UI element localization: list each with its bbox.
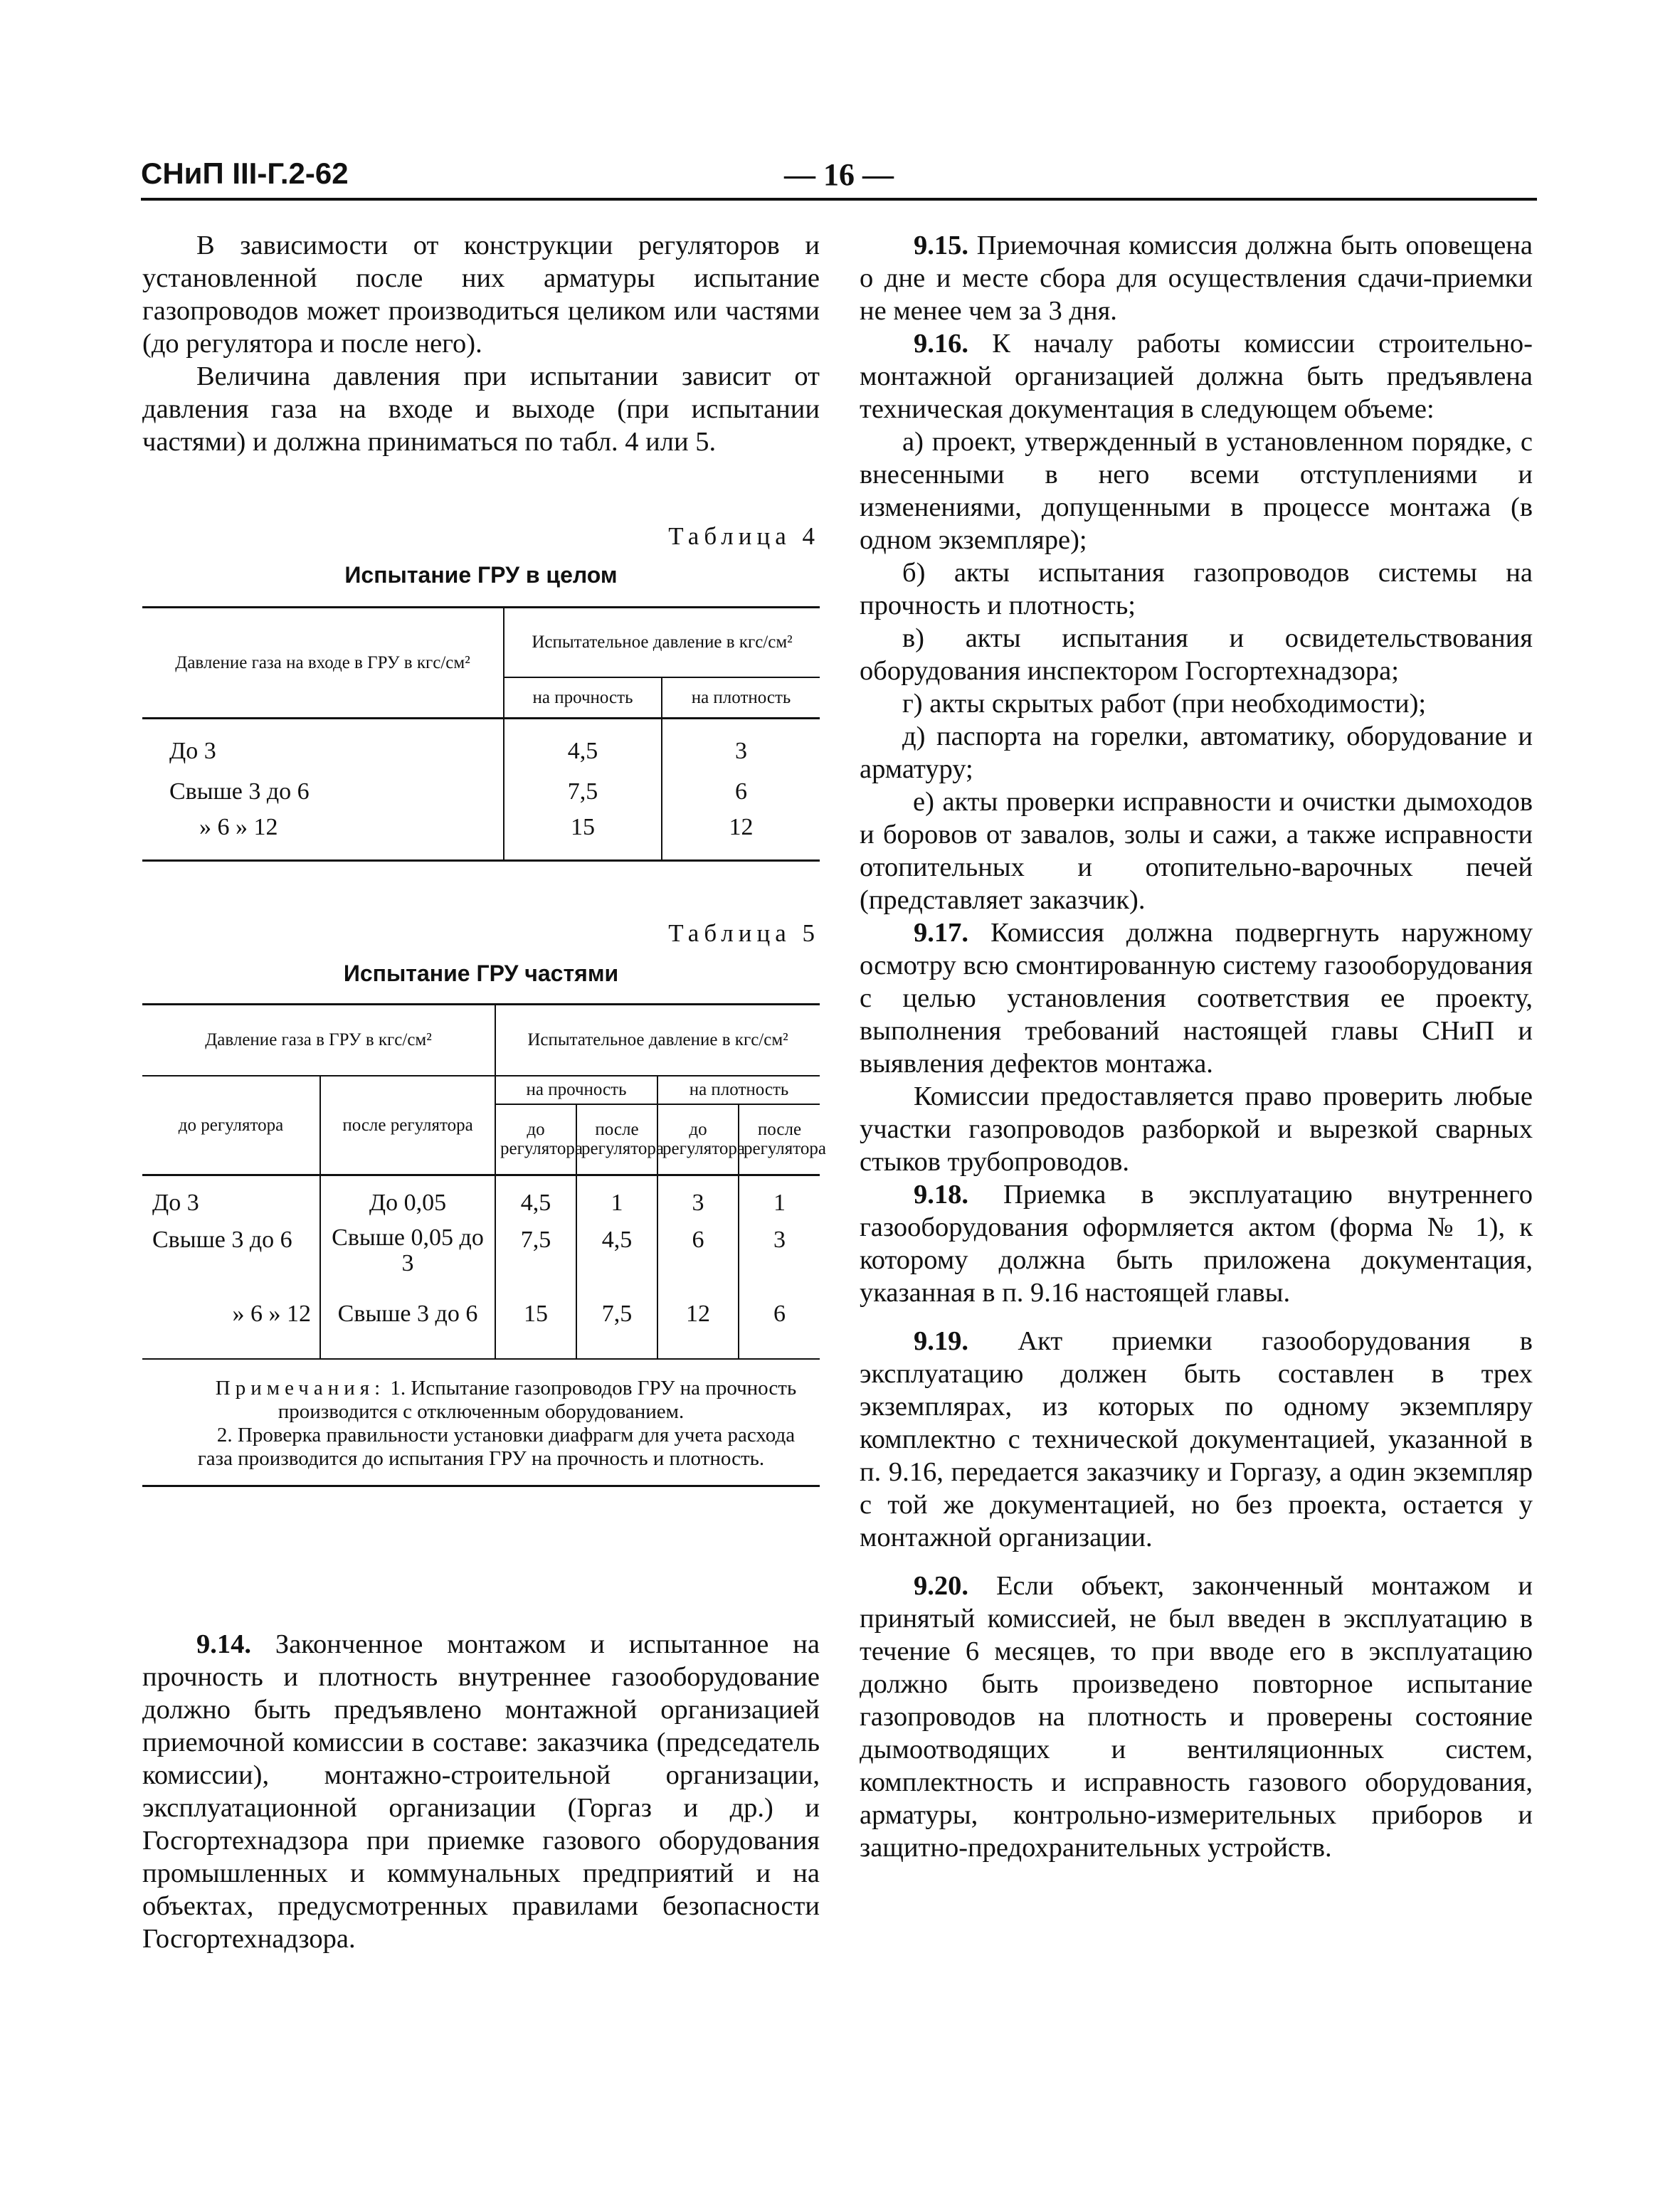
clause-number: 9.19. [914,1326,968,1356]
table-cell: 6 [657,1224,739,1298]
table-cell: » 6 » 12 [199,813,278,840]
paragraph-9-19 [860,1325,1533,1554]
table-cell: 7,5 [576,1298,657,1359]
header-rule [141,198,1537,201]
table-cell: » 6 » 12 [232,1300,311,1327]
t5-header-after-regulator: после регулятора [320,1076,495,1175]
table-cell: 6 [662,773,820,811]
table-cell: Свыше 3 до 6 [320,1298,495,1359]
t4-header-test-pressure: Испытательное давление в кгс/см² [504,608,820,677]
list-item: б) акты испытания газопроводов системы на прочность и плотность; [860,558,1533,620]
table-cell: 3 [657,1175,739,1224]
table4-caption: Испытание ГРУ в целом [344,562,618,588]
table-cell: Свыше 3 до 6 [152,1226,292,1253]
table-cell: Свыше 3 до 6 [169,778,310,805]
table5-notes [142,1359,820,1486]
clause-text: Приемочная комиссия должна быть оповещена о дне и месте сбора для осуществления сдачи-приемки не менее чем за 3 дня. [860,231,1533,326]
paragraph-9-16 [860,327,1533,425]
t5-header-before-regulator: до регулятора [142,1076,320,1175]
list-item: а) проект, утвержденный в установленном порядке, с внесенными в него всеми отступлениями и изменениями, допущенными в процессе монтажа (в одном экземпляре); [860,427,1533,555]
list-item: д) паспорта на горелки, автоматику, оборудование и арматуру; [860,721,1533,784]
paragraph-9-17-b: Комиссии предоставляется право проверить любые участки газопроводов разборкой и вырезкой сварных стыков трубопроводов. [860,1081,1533,1177]
clause-number: 9.15. [914,231,968,260]
table4 [142,606,820,862]
table4-label: Таблица 4 [668,522,820,550]
list-item: г) акты скрытых работ (при необходимости); [902,689,1427,719]
clause-number: 9.18. [914,1180,968,1210]
clause-number: 9.16. [914,329,968,359]
table-cell: До 3 [169,738,216,765]
t5-header-strength: на прочность [495,1076,657,1104]
table5 [142,1003,826,1487]
table-cell: 3 [739,1224,820,1298]
t5-sub-strength-after: после регулятора [576,1104,657,1175]
clause-text: К началу работы комиссии строительно-монтажной организацией должна быть предъявлена техническая документация в следующем объеме: [860,329,1533,424]
table-cell: До 0,05 [320,1175,495,1224]
table-cell: 4,5 [576,1224,657,1298]
table-cell: Свыше 0,05 до 3 [320,1224,495,1298]
table5-caption: Испытание ГРУ частями [343,961,619,986]
notes-title: Примечания: [215,1376,386,1400]
table-cell: 1 [576,1175,657,1224]
table-cell: 4,5 [504,719,662,773]
note-2: 2. Проверка правильности установки диафрагм для учета расхода газа производится до испытания ГРУ на прочность и плотность. [197,1423,796,1470]
paragraph-9-14 [142,1628,820,1955]
list-item: в) акты испытания и освидетельствования оборудования инспектором Госгортехнадзора; [860,623,1533,686]
t5-sub-density-after: после регулятора [739,1104,820,1175]
paragraph-9-15 [860,229,1533,327]
table-cell: 4,5 [495,1175,576,1224]
paragraph-9-17 [860,916,1533,1080]
table-cell: 3 [662,719,820,773]
table-cell: 7,5 [495,1224,576,1298]
clause-number: 9.14. [196,1629,251,1659]
t5-sub-density-before: до регулятора [657,1104,739,1175]
right-column [860,229,1533,1864]
t5-sub-strength-before: до регулятора [495,1104,576,1175]
table-cell: До 3 [152,1190,199,1217]
t4-subheader-density: на плотность [662,677,820,719]
t5-header-density: на плотность [657,1076,820,1104]
left-column-intro [142,229,820,458]
clause-text: Акт приемки газооборудования в эксплуатацию должен быть составлен в трех экземплярах, из которых по одному экземпляру комплектно с технической документацией, указанной в п. 9.16, передается заказчику и Горгазу, а один экземпляр с той же документацией, но без проекта, остается у монтажной организации. [860,1326,1533,1552]
t4-subheader-strength: на прочность [504,677,662,719]
clause-text: Комиссия должна подвергнуть наружному осмотру всю смонтированную систему газооборудования с целью установления соответствия ее проекту, выполнения требований настоящей главы СНиП и выявления дефектов монтажа. [860,918,1533,1079]
table-cell: 7,5 [504,773,662,811]
table-cell: 12 [657,1298,739,1359]
t4-header-input-pressure: Давление газа на входе в ГРУ в кгс/см² [142,608,504,719]
list-item: е) акты проверки исправности и очистки дымоходов и боровов от завалов, золы и сажи, а также исправности отопительных и отопительно-варочных печей (представляет заказчик). [860,787,1533,915]
page-number: — 16 — [784,157,894,192]
clause-text: Если объект, законченный монтажом и принятый комиссией, не был введен в эксплуатацию в течение 6 месяцев, то при вводе его в эксплуатацию должно быть произведено повторное испытание газопроводов на плотность и проверены состояние дымоотводящих и вентиляционных систем, комплектность и исправность газового оборудования, арматуры, контрольно-измерительных приборов и защитно-предохранительных устройств. [860,1571,1533,1863]
left-column-914 [142,1628,820,1955]
table-cell: 15 [495,1298,576,1359]
clause-number: 9.20. [914,1571,968,1601]
clause-text: Законченное монтажом и испытанное на прочность и плотность внутреннее газооборудование должно быть предъявлено монтажной организацией приемочной комиссии в составе: заказчика (председатель комиссии), монтажно-строительной организации, эксплуатационной организации (Горгаз и др.) и Госгортехнадзора при приемке газового оборудования промышленных и коммунальных предприятий и на объектах, предусмотренных правилами безопасности Госгортехнадзора. [142,1629,820,1954]
t5-header-pressure: Давление газа в ГРУ в кгс/см² [205,1030,432,1050]
paragraph: В зависимости от конструкции регуляторов и установленной после них арматуры испытание газопроводов может производиться целиком или частями (до регулятора и после него). [142,231,820,359]
table-cell: 12 [662,811,820,861]
note-1 [152,1377,810,1424]
paragraph-9-20 [860,1570,1533,1864]
table5-label: Таблица 5 [668,919,820,947]
note-1-text: 1. Испытание газопроводов ГРУ на прочность производится с отключенным оборудованием. [278,1376,797,1423]
table-cell: 1 [739,1175,820,1224]
table-cell: 15 [504,811,662,861]
clause-number: 9.17. [914,918,968,948]
t5-header-test-pressure: Испытательное давление в кгс/см² [495,1005,820,1076]
paragraph: Величина давления при испытании зависит от давления газа на входе и выходе (при испытании частями) и должна приниматься по табл. 4 или 5. [142,361,820,457]
paragraph-9-18 [860,1178,1533,1309]
document-code: СНиП III-Г.2-62 [141,157,349,190]
table-cell: 6 [739,1298,820,1359]
clause-text: Приемка в эксплуатацию внутреннего газооборудования оформляется актом (форма № 1), к которому должна быть приложена документация, указанная в п. 9.16 настоящей главы. [860,1180,1533,1308]
